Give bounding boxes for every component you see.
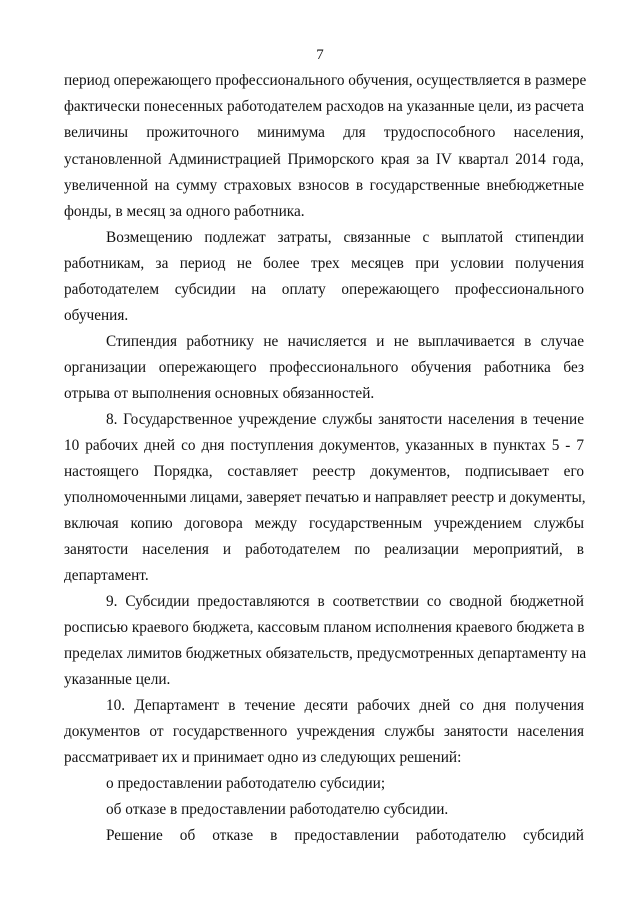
text-line: 9. Субсидии предоставляются в соответствии со сводной бюджетной xyxy=(106,593,584,610)
text-line: работникам, за период не более трех месяцев при условии получения xyxy=(64,255,584,272)
text-line: отрыва от выполнения основных обязанностей. xyxy=(64,385,375,402)
text-line: занятости населения и работодателем по реализации мероприятий, в xyxy=(64,541,584,558)
text-line: рассматривает их и принимает одно из следующих решений: xyxy=(64,749,462,766)
text-line: работодателем субсидии на оплату опережающего профессионального xyxy=(64,281,584,298)
text-line: росписью краевого бюджета, кассовым планом исполнения краевого бюджета в xyxy=(64,619,585,636)
text-line: 10 рабочих дней со дня поступления документов, указанных в пунктах 5 - 7 xyxy=(64,437,584,454)
text-line: указанные цели. xyxy=(64,671,171,688)
text-line: уполномоченными лицами, заверяет печатью и направляет реестр и документы, xyxy=(64,489,586,506)
text-line: пределах лимитов бюджетных обязательств, предусмотренных департаменту на xyxy=(64,645,587,662)
text-line: 10. Департамент в течение десяти рабочих дней со дня получения xyxy=(106,697,584,714)
text-line: включая копию договора между государственным учреждением службы xyxy=(64,515,584,532)
text-line: настоящего Порядка, составляет реестр документов, подписывает его xyxy=(64,463,584,480)
text-line: об отказе в предоставлении работодателю субсидии. xyxy=(106,801,449,818)
text-line: величины прожиточного минимума для трудоспособного населения, xyxy=(64,124,584,141)
text-line: фактически понесенных работодателем расходов на указанные цели, из расчета xyxy=(64,98,584,115)
page-number: 7 xyxy=(316,47,324,63)
text-line: Возмещению подлежат затраты, связанные с выплатой стипендии xyxy=(106,229,584,246)
text-line: фонды, в месяц за одного работника. xyxy=(64,203,305,220)
text-line: 8. Государственное учреждение службы занятости населения в течение xyxy=(106,411,584,428)
text-line: департамент. xyxy=(64,567,149,584)
text-line: организации опережающего профессионального обучения работника без xyxy=(64,359,584,376)
text-line: период опережающего профессионального обучения, осуществляется в размере xyxy=(64,72,587,89)
text-line: увеличенной на сумму страховых взносов в государственные внебюджетные xyxy=(64,177,584,194)
text-line: Решение об отказе в предоставлении работодателю субсидий xyxy=(106,827,584,844)
text-line: обучения. xyxy=(64,307,129,324)
text-line: о предоставлении работодателю субсидии; xyxy=(106,775,386,792)
text-line: документов от государственного учреждения службы занятости населения xyxy=(64,723,584,740)
text-line: установленной Администрацией Приморского края за IV квартал 2014 года, xyxy=(64,151,584,168)
text-line: Стипендия работнику не начисляется и не выплачивается в случае xyxy=(106,333,584,350)
